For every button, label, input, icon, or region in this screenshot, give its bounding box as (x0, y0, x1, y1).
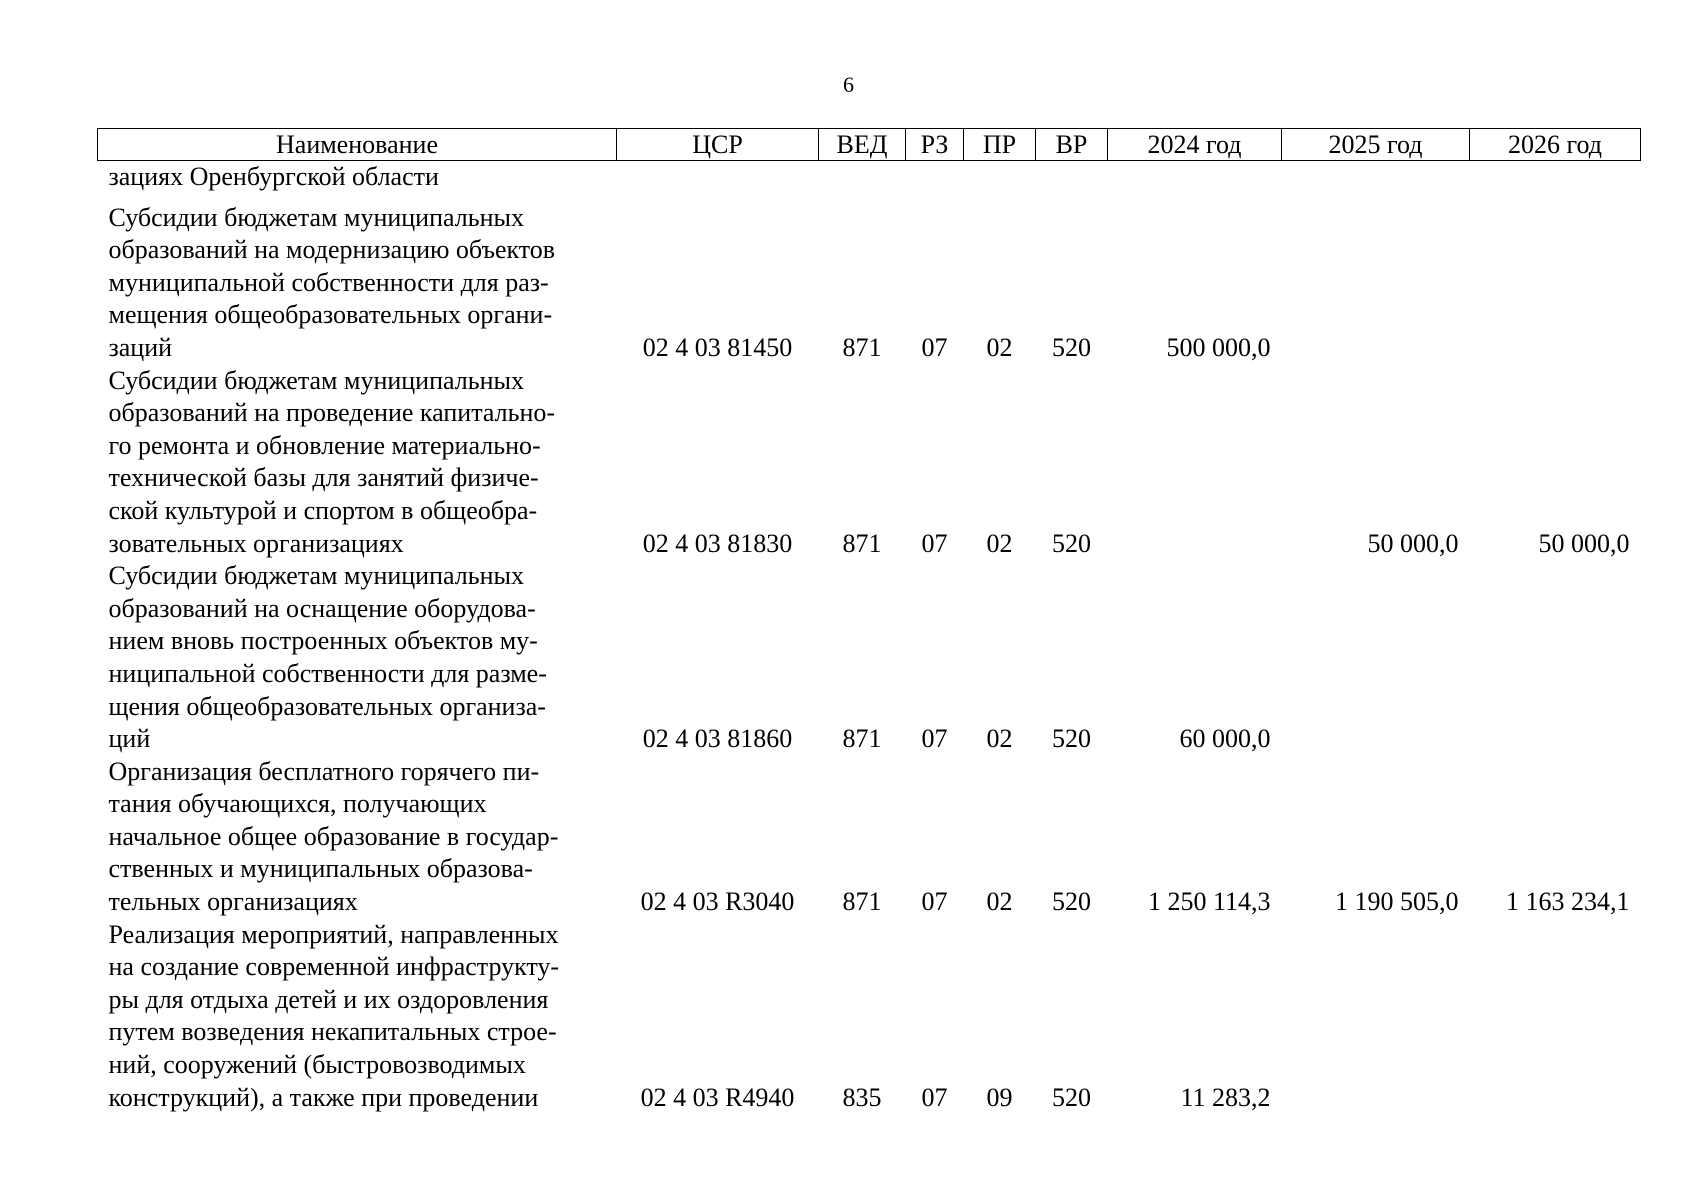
page-number: 6 (843, 72, 854, 97)
row-ved: 835 (842, 1082, 882, 1112)
table-row (98, 919, 1641, 1115)
row-2024 (1108, 365, 1282, 561)
row-2026 (1470, 919, 1641, 1115)
budget-table (97, 128, 1641, 1114)
row-name: Организация бесплатного горячего пи- тания обучающихся, получающих начальное общее образование в государ- ственных и муниципальных образова- тельных организациях (108, 756, 559, 917)
row-2024: 11 283,2 (1180, 1082, 1271, 1112)
table-row (98, 202, 1641, 365)
row-2025 (1282, 560, 1470, 756)
row-vr: 520 (1052, 528, 1091, 558)
row-ved: 871 (842, 332, 882, 362)
row-name: Реализация мероприятий, направленных на создание современной инфраструкту- ры для отдыха детей и их оздоровления путем возведения некапитальных строе- ний, сооружений (быстровозводимых конструкций), а также при проведении (108, 919, 560, 1112)
row-pr: 09 (986, 1082, 1013, 1112)
row-ved: 871 (842, 528, 882, 558)
row-2026: 1 163 234,1 (1506, 887, 1630, 917)
row-name: Субсидии бюджетам муниципальных образований на проведение капитально- го ремонта и обновление материально- технической базы для занятий физиче- ской культурой и спортом в общеобра- зовательных организациях (108, 365, 556, 558)
row-rz: 07 (921, 528, 948, 558)
table-row (98, 560, 1641, 756)
header-name: Наименование (98, 129, 617, 161)
row-ved: 871 (842, 887, 882, 917)
header-pr: ПР (964, 129, 1036, 161)
row-pr: 02 (986, 724, 1013, 754)
header-rz: РЗ (906, 129, 964, 161)
row-name: Субсидии бюджетам муниципальных образований на модернизацию объектов муниципальной собственности для раз- мещения общеобразовательных органи- заций (108, 202, 556, 362)
row-2026 (1470, 202, 1641, 365)
row-2025 (1282, 919, 1470, 1115)
row-2026: 50 000,0 (1538, 528, 1630, 558)
row-vr: 520 (1052, 332, 1091, 362)
header-ved: ВЕД (819, 129, 906, 161)
row-2024: 60 000,0 (1179, 724, 1271, 754)
row-2026 (1470, 560, 1641, 756)
table-row (98, 756, 1641, 919)
row-rz: 07 (921, 1082, 948, 1112)
row-2025: 50 000,0 (1367, 528, 1459, 558)
header-2025: 2025 год (1282, 129, 1470, 161)
header-2026: 2026 год (1470, 129, 1641, 161)
row-2024: 1 250 114,3 (1147, 887, 1271, 917)
continuation-text: зациях Оренбургской области (108, 162, 439, 191)
row-pr: 02 (986, 528, 1013, 558)
row-rz: 07 (921, 332, 948, 362)
table-row-continuation (98, 161, 1641, 194)
header-vr: ВР (1036, 129, 1108, 161)
row-name: Субсидии бюджетам муниципальных образований на оснащение оборудова- нием вновь построенных объектов му- ниципальной собственности для разме- щения общеобразовательных организа- ций (108, 561, 547, 754)
row-csr: 02 4 03 R3040 (640, 887, 795, 917)
row-2025: 1 190 505,0 (1335, 887, 1459, 917)
row-pr: 02 (986, 332, 1013, 362)
row-ved: 871 (842, 724, 882, 754)
row-vr: 520 (1052, 724, 1091, 754)
row-csr: 02 4 03 81830 (642, 528, 793, 558)
row-vr: 520 (1052, 1082, 1091, 1112)
row-2025 (1282, 202, 1470, 365)
row-rz: 07 (921, 887, 948, 917)
row-csr: 02 4 03 81860 (642, 724, 793, 754)
table-header (98, 129, 1641, 161)
header-2024: 2024 год (1108, 129, 1282, 161)
row-vr: 520 (1052, 887, 1091, 917)
row-csr: 02 4 03 81450 (642, 332, 793, 362)
header-csr: ЦСР (617, 129, 819, 161)
table-row (98, 365, 1641, 561)
row-rz: 07 (921, 724, 948, 754)
row-csr: 02 4 03 R4940 (640, 1082, 795, 1112)
row-2024: 500 000,0 (1166, 332, 1271, 362)
row-pr: 02 (986, 887, 1013, 917)
